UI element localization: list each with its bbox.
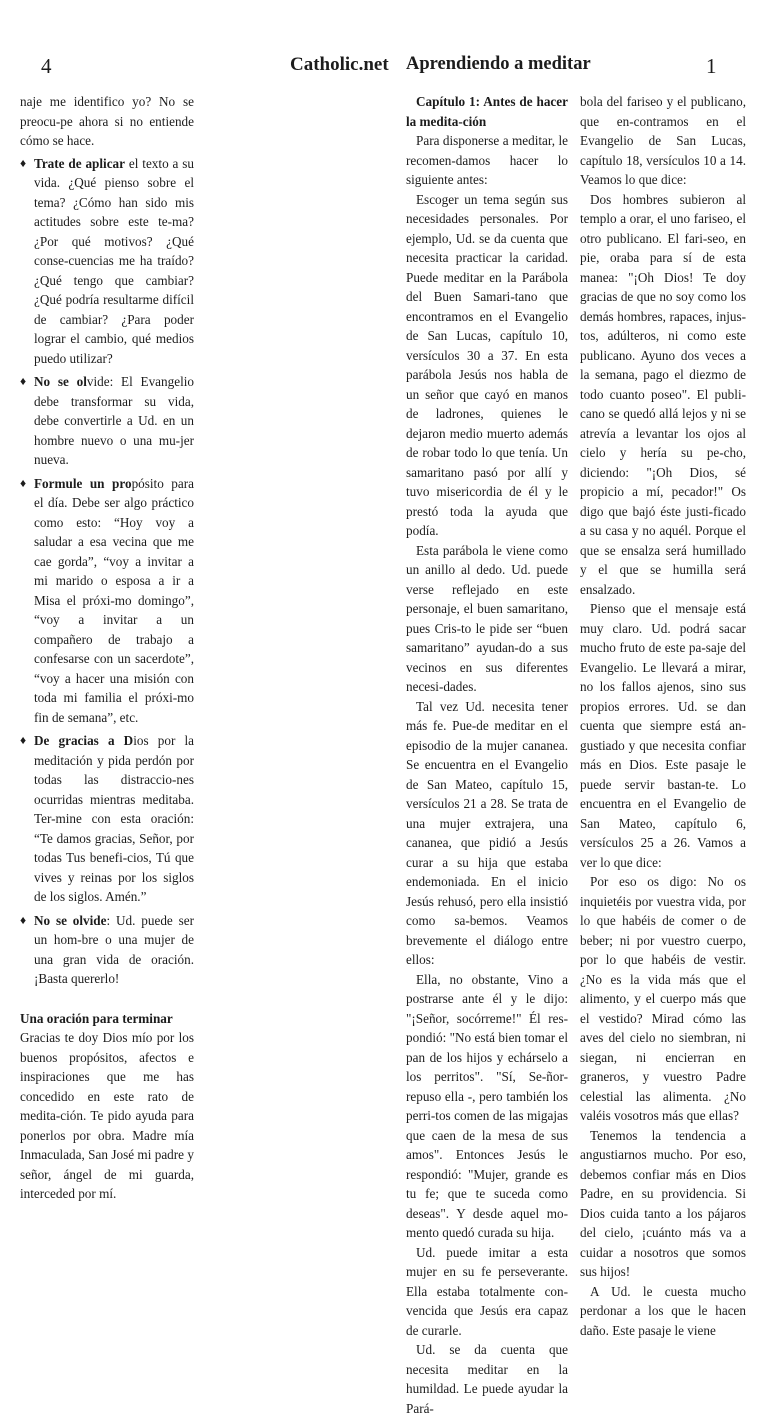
bullet-text: pósito para el día. Debe ser algo práctico como esto: “Hoy voy a saludar a esa vecina que me cae gorda”, “voy a invitar a mi marido o esposa a ir a Misa el próxi-mo domingo”, “voy a invitar a un compañero de trabajo a confesarse con un sacerdote”, “voy a hacer una misión con toda mi familia el próxi-mo fin de semana”, etc.	[34, 475, 194, 725]
bullet-item	[20, 731, 194, 907]
body-paragraph: Para disponerse a meditar, le recomen-damos hacer lo siguiente antes:	[406, 133, 568, 187]
body-paragraph: Escoger un tema según sus necesidades personales. Por ejemplo, Ud. se da cuenta que necesita practicar la caridad. Puede meditar en la Parábola del Buen Samari-tano que encontramos en el Evangelio de San Lucas, capítulo 10, versículos 30 a 37. En esta parábola Jesús nos habla de un señor que cayó en manos de ladrones, quienes le dejaron medio muerto además de robar todo lo que tenía. Un samaritano pasó por allí y tuvo misericordia de él y le prestó toda la ayuda que podía.	[406, 191, 568, 538]
bullet-item	[20, 154, 194, 369]
diamond-bullet-icon: ♦	[20, 475, 27, 490]
left-running-title: Catholic.net	[290, 54, 389, 75]
intro-paragraph: naje me identifico yo? No se preocu-pe ahora si no entiende cómo se hace.	[20, 94, 194, 148]
bullet-item	[20, 911, 194, 989]
body-paragraph: Dos hombres subieron al templo a orar, el uno fariseo, el otro publicano. El fari-seo, en pie, oraba para sí de esta manea: "¡Oh Dios! Te doy gracias de que no soy como los demás hombres, rapaces, injus-tos, adúlteros, ni como este publicano. Ayuno dos veces a la semana, pago el diezmo de todo cuanto poseo". El publi-cano se quedó allá lejos y ni se atrevía a levantar los ojos al cielo y hería su pe-cho, diciendo: "¡Oh Dios, sé propicio a mí, pecador!" Os digo que bajó éste justi-ficado a su casa y no aquél. Porque el que se ensalza será humillado y el que se humilla será ensalzado.	[580, 191, 746, 597]
right-page-number: 1	[706, 54, 717, 78]
diamond-bullet-icon: ♦	[20, 374, 27, 388]
bullet-text: ios por la meditación y pida perdón por todas las distraccio-nes ocurridas mientras meditaba. Ter-mine con esta oración: “Te damos gracias, Señor, por todas Tus benefi-cios, Tú que vives y reinas por los siglos de los siglos. Amén.”	[34, 733, 194, 904]
bullet-item	[20, 474, 194, 728]
body-paragraph: Ella, no obstante, Vino a postrarse ante él y le dijo: "¡Señor, socórreme!" Él res-pondió: "No está bien tomar el pan de los hijos y echárselo a los perritos". "Sí, Se-ñor- repuso ella -, pero también los perri-tos comen de las migajas que caen de la mesa de sus amos". Entonces Jesús le respondió: "Mujer, grande es tu fe; que te suceda como deseas". Y desde aquel mo-mento quedó curada su hija.	[406, 971, 568, 1240]
body-paragraph: Ud. puede imitar a esta mujer en su fe perseverante. Ella estaba totalmente con-vencida que Jesús era capaz de curarle.	[406, 1244, 568, 1338]
body-paragraph: Tenemos la tendencia a angustiarnos mucho. Por eso, debemos confiar más en Dios Padre, en su providencia. Si Dios cuida tanto a los pájaros del cielo, ¡cuánto más va a cuidar a nosotros que somos sus hijos!	[580, 1127, 746, 1279]
body-paragraph: Esta parábola le viene como un anillo al dedo. Ud. puede verse reflejado en este personaje, el buen samaritano, pues Cris-to le pide ser “buen samaritano” ayudan-do a sus vecinos en sus diferentes necesi-dades.	[406, 542, 568, 694]
prayer-paragraph: Gracias te doy Dios mío por los buenos propósitos, afectos e inspiraciones que me has concedido en este rato de medita-ción. Te pido ayuda para ponerlos por obra. Madre mía Inmaculada, San José mi padre y señor, ángel de mi guarda, interceded por mí.	[20, 1030, 194, 1201]
bullet-text: el texto a su vida. ¿Qué pienso sobre el tema? ¿Cómo han sido mis actitudes sobre este te-ma? ¿Por qué motivos? ¿Qué conse-cuencias me ha traído? ¿Qué tengo que cambiar? ¿Qué podría resultarme difícil de cambiar? ¿Para poder lograr el cambio, qué medios puedo utilizar?	[34, 155, 194, 366]
body-paragraph: Tal vez Ud. necesita tener más fe. Pue-de meditar en el episodio de la mujer cananea. Se encuentra en el Evangelio de San Mateo, capítulo 15, versículos 21 a 28. Se trata de una mujer extrajera, una cananea, que pidió a Jesús curar a su hija que estaba endemoniada. En el inicio Jesús rehusó, pero ella insistió como sa-bemos. Veamos brevemente el diálogo entre ellos:	[406, 698, 568, 967]
right-running-title: Aprendiendo a meditar	[406, 54, 591, 74]
diamond-bullet-icon: ♦	[20, 155, 27, 170]
left-page-column	[20, 92, 194, 1204]
chapter-heading: Capítulo 1: Antes de hacer la medita-ción	[406, 94, 568, 129]
diamond-bullet-icon: ♦	[20, 912, 27, 927]
bullet-lead: No se olvide	[34, 912, 107, 928]
bullet-item	[20, 372, 194, 470]
right-page-column-2	[580, 92, 746, 1340]
bullet-lead: Formule un pro	[34, 475, 132, 491]
body-paragraph: bola del fariseo y el publicano, que en-contramos en el Evangelio de San Lucas, capítulo 18, versículos 10 a 14. Veamos lo que dice:	[580, 94, 746, 187]
left-page-number: 4	[41, 54, 52, 78]
diamond-bullet-icon: ♦	[20, 733, 27, 747]
body-paragraph: Pienso que el mensaje está muy claro. Ud. podrá sacar mucho fruto de este pa-saje del Evangelio. Le llevará a mirar, no los fallos ajenos, sino sus propios errores. Ud. se dan cuenta que siempre está an-gustiado y que necesita confiar más en Dios. Este pasaje le puede servir bastan-te. Lo encuentra en el Evangelio de San Mateo, capítulo 6, versículos 25 a 26. Vamos a ver lo que dice:	[580, 601, 746, 870]
bullet-lead: Trate de aplicar	[34, 155, 126, 171]
prayer-heading: Una oración para terminar	[20, 1010, 173, 1026]
body-paragraph: A Ud. le cuesta mucho perdonar a los que le hacen daño. Este pasaje le viene	[580, 1283, 746, 1338]
body-paragraph: Ud. se da cuenta que necesita meditar en la humildad. Le puede ayudar la Pará-	[406, 1342, 568, 1416]
bullet-lead: De gracias a D	[34, 733, 134, 748]
bullet-text: : Ud. puede ser un hom-bre o una mujer de una gran vida de oración. ¡Basta quererlo!	[34, 912, 194, 986]
bullet-text: vide: El Evangelio debe transformar su vida, debe convertirle a Ud. en un hombre nuevo o una mu-jer nueva.	[34, 374, 194, 467]
body-paragraph: Por eso os digo: No os inquietéis por vuestra vida, por lo que habéis de comer o de beber; ni por vuestro cuerpo, por lo que habéis de vestir. ¿No es la vida más que el alimento, y el cuerpo más que el vestido? Mirad cómo las aves del cielo no siembran, ni siegan, ni encierran en graneros, y vuestro Padre celestial las alimenta. ¿No valéis vosotros más que ellas?	[580, 874, 746, 1123]
right-page-column-1	[406, 92, 568, 1418]
bullet-lead: No se ol	[34, 374, 87, 389]
